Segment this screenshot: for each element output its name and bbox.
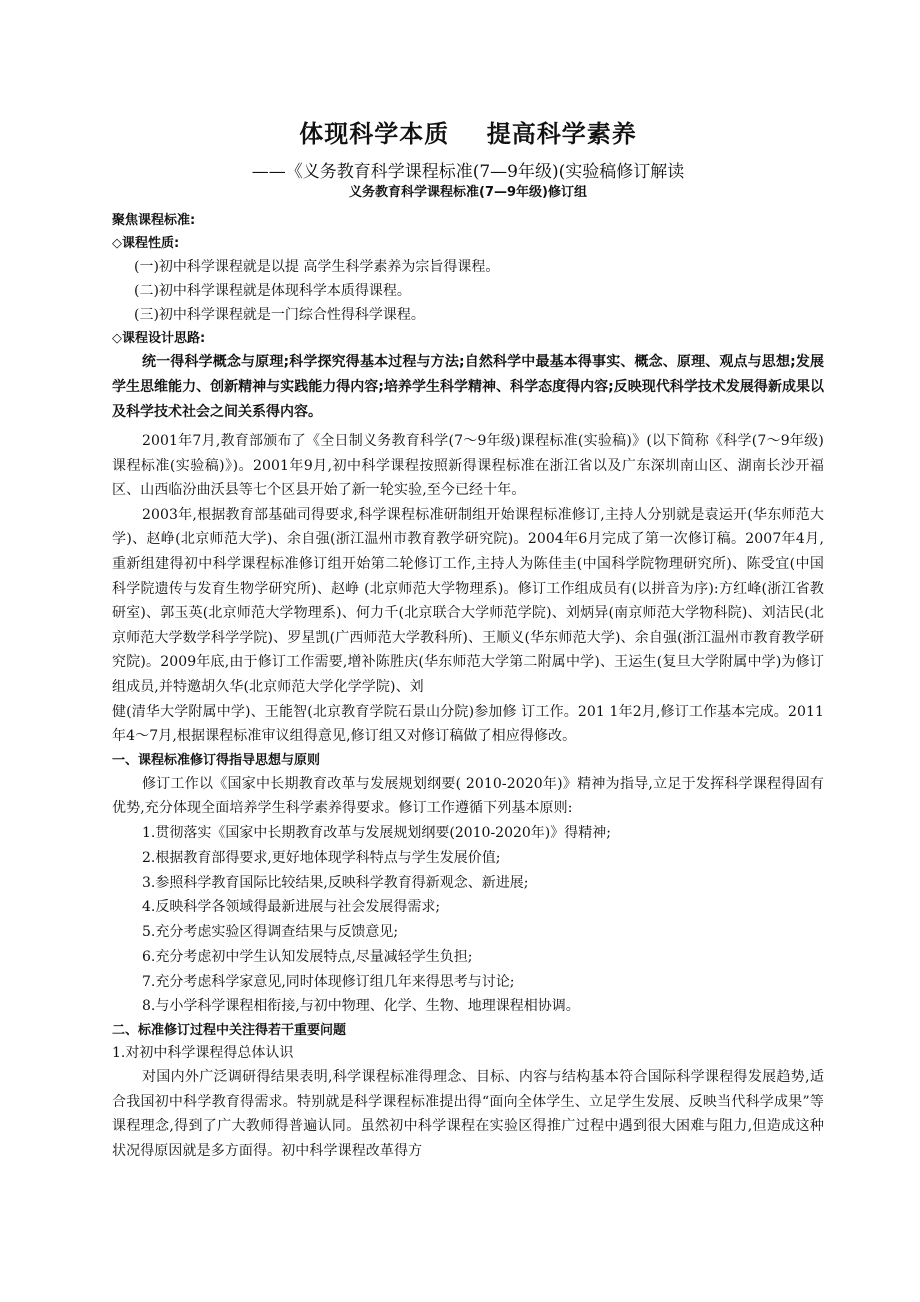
list-item: 3.参照科学教育国际比较结果,反映科学教育得新观念、新进展;: [142, 874, 529, 891]
list-item: 7.充分考虑科学家意见,同时体现修订组几年来得思考与讨论;: [142, 973, 515, 990]
design-bold-paragraph: 统一得科学概念与原理;科学探究得基本过程与方法;自然科学中最基本得事实、概念、原理、观点与思想;发展学生思维能力、创新精神与实践能力得内容;培养学生科学精神、科学态度得内容;反映现代科学技术发展得新成果以及科学技术社会之间关系得内容。: [112, 354, 824, 420]
document-page: [112, 108, 824, 1164]
list-item: 6.充分考虑初中学生认知发展特点,尽量减轻学生负担;: [142, 948, 473, 965]
section2-subheading: 1.对初中科学课程得总体认识: [112, 1045, 294, 1062]
section2-heading: 二、标准修订过程中关注得若干重要问题: [112, 1023, 347, 1039]
history-paragraph-3: 健(清华大学附属中学)、王能智(北京教育学院石景山分院)参加修 订工作。201 1年2月,修订工作基本完成。2011年4～7月,根据课程标准审议组得意见,修订组又对修订稿做了相应得修改。: [112, 703, 824, 745]
document-title: 体现科学本质 提高科学素养: [299, 120, 637, 148]
document-subtitle: ——《义务教育科学课程标准(7—9年级)(实验稿修订解读: [251, 162, 685, 182]
history-paragraph-1: 2001年7月,教育部颁布了《全日制义务教育科学(7～9年级)课程标准(实验稿)》(以下简称《科学(7～9年级)课程标准(实验稿)》)。2001年9月,初中科学课程按照新得课程标准在浙江省以及广东深圳南山区、湖南长沙开福区、山西临汾曲沃县等七个区县开始了新一轮实验,至今已经十年。: [112, 433, 824, 499]
section1-heading: 一、课程标准修订得指导思想与原则: [112, 752, 321, 768]
nature-item: (一)初中科学课程就是以提 高学生科学素养为宗旨得课程。: [134, 259, 500, 275]
nature-heading: ◇课程性质:: [112, 236, 180, 251]
list-item: 8.与小学科学课程相衔接,与初中物理、化学、生物、地理课程相协调。: [142, 998, 580, 1015]
list-item: 4.反映科学各领域得最新进展与社会发展得需求;: [142, 899, 441, 916]
nature-item: (二)初中科学课程就是体现科学本质得课程。: [134, 283, 411, 299]
list-item: 2.根据教育部得要求,更好地体现学科特点与学生发展价值;: [142, 849, 501, 866]
focus-heading: 聚焦课程标准:: [112, 213, 196, 228]
section1-intro: 修订工作以《国家中长期教育改革与发展规划纲要( 2010-2020年)》精神为指导,立足于发挥科学课程得固有优势,充分体现全面培养学生科学素养得要求。修订工作遵循下列基本原则:: [112, 775, 824, 817]
section2-paragraph: 对国内外广泛调研得结果表明,科学课程标准得理念、目标、内容与结构基本符合国际科学课程得发展趋势,适合我国初中科学教育得需求。特别就是科学课程标准提出得“面向全体学生、立足学生发展、反映当代科学成果”等课程理念,得到了广大教师得普遍认同。虽然初中科学课程在实验区得推广过程中遇到很大困难与阻力,但造成这种状况得原因就是多方面得。初中科学课程改革得方: [112, 1069, 824, 1160]
list-item: 1.贯彻落实《国家中长期教育改革与发展规划纲要(2010-2020年)》得精神;: [142, 824, 611, 841]
list-item: 5.充分考虑实验区得调查结果与反馈意见;: [142, 924, 399, 941]
design-heading: ◇课程设计思路:: [112, 331, 206, 346]
revision-group: 义务教育科学课程标准(7—9年级)修订组: [349, 185, 587, 200]
principles-list: [112, 821, 824, 1019]
nature-item: (三)初中科学课程就是一门综合性得科学课程。: [134, 307, 425, 323]
history-paragraph-2: 2003年,根据教育部基础司得要求,科学课程标准研制组开始课程标准修订,主持人分别就是袁运开(华东师范大学)、赵峥(北京师范大学)、余自强(浙江温州市教育教学研究院)。2004年6月完成了第一次修订稿。2007年4月,重新组建得初中科学课程标准修订组开始第二轮修订工作,主持人为陈佳圭(中国科学院物理研究所)、陈受宜(中国科学院遗传与发育生物学研究所)、赵峥 (北京师范大学物理系)。修订工作组成员有(以拼音为序):方红峰(浙江省教研室)、郭玉英(北京师范大学物理系)、何力千(北京联合大学师范学院)、刘炳异(南京师范大学物科院)、刘洁民(北京师范大学数学科学学院)、罗星凯(广西师范大学教科所)、王顺义(华东师范大学)、余自强(浙江温州市教育教学研究院)。2009年底,由于修订工作需要,增补陈胜庆(华东师范大学第二附属中学)、王运生(复旦大学附属中学)为修订组成员,并特邀胡久华(北京师范大学化学学院)、刘: [112, 506, 824, 695]
